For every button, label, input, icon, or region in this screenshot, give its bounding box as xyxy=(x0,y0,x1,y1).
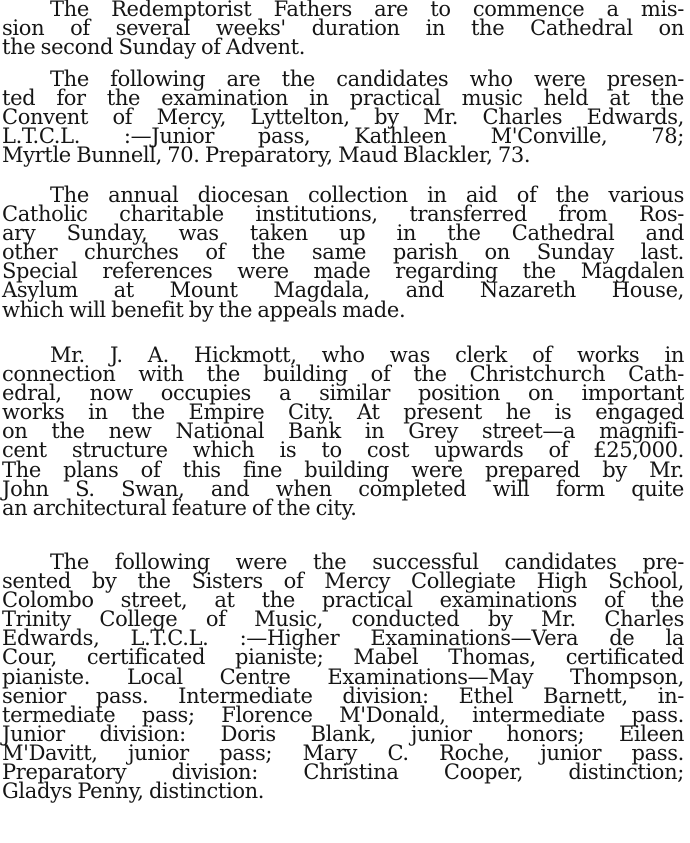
text-line: Gladys Penny, distinction. xyxy=(2,779,265,804)
text-line: Junior division: Doris Blank, junior honors; Eileen xyxy=(2,721,684,746)
text-line: The Redemptorist Fathers are to commence a mis- xyxy=(50,0,684,21)
text-line: The following are the candidates who were presen- xyxy=(50,67,684,91)
text-line: John S. Swan, and when completed will form quite xyxy=(2,476,684,501)
text-line: M'Davitt, junior pass; Mary C. Roche, junior pass. xyxy=(2,740,684,765)
text-line: Colombo street, at the practical examinations of the xyxy=(2,588,684,613)
article-paragraph xyxy=(2,183,684,322)
text-line: the second Sunday of Advent. xyxy=(2,35,306,60)
text-line: Convent of Mercy, Lyttelton, by Mr. Charles Edwards, xyxy=(2,105,684,130)
text-line: The annual diocesan collection in aid of the various xyxy=(50,183,684,207)
article-paragraph xyxy=(2,67,684,168)
text-line: ary Sunday, was taken up in the Cathedral and xyxy=(2,221,684,246)
text-line: on the new National Bank in Grey street—a magnifi- xyxy=(2,419,684,444)
text-line: pianiste. Local Centre Examinations—May Thompson, xyxy=(2,664,684,689)
text-line: other churches of the same parish on Sunday last. xyxy=(2,240,684,265)
text-line: Preparatory division: Christina Cooper, distinction; xyxy=(2,760,684,785)
text-line: Mr. J. A. Hickmott, who was clerk of works in xyxy=(50,343,684,367)
text-line: Edwards, L.T.C.L. :—Higher Examinations—Vera de la xyxy=(2,626,684,651)
text-line: sion of several weeks' duration in the Cathedral on xyxy=(2,16,684,41)
article-paragraph xyxy=(2,550,684,804)
text-line: which will benefit by the appeals made. xyxy=(2,297,406,322)
text-line: Catholic charitable institutions, transferred from Ros- xyxy=(2,202,684,227)
text-line: termediate pass; Florence M'Donald, intermediate pass. xyxy=(2,702,684,727)
text-line: cent structure which is to cost upwards of £25,000. xyxy=(2,438,684,463)
text-line: Special references were made regarding the Magdalen xyxy=(2,259,684,284)
text-line: works in the Empire City. At present he is engaged xyxy=(2,400,684,425)
text-line: Trinity College of Music, conducted by Mr. Charles xyxy=(2,607,684,632)
text-line: ted for the examination in practical music held at the xyxy=(2,86,684,111)
article-paragraph xyxy=(2,0,684,60)
text-line: Asylum at Mount Magdala, and Nazareth House, xyxy=(2,278,684,303)
text-line: edral, now occupies a similar position on important xyxy=(2,381,684,406)
text-line: senior pass. Intermediate division: Ethel Barnett, in- xyxy=(2,683,684,708)
text-line: sented by the Sisters of Mercy Collegiate High School, xyxy=(2,569,684,594)
text-line: Cour, certificated pianiste; Mabel Thomas, certificated xyxy=(2,645,684,670)
article-paragraph xyxy=(2,343,684,520)
text-line: L.T.C.L. :—Junior pass, Kathleen M'Conville, 78; xyxy=(2,124,684,149)
text-line: The following were the successful candidates pre- xyxy=(50,550,684,574)
text-line: Myrtle Bunnell, 70. Preparatory, Maud Blackler, 73. xyxy=(2,143,531,168)
text-line: connection with the building of the Christchurch Cath- xyxy=(2,362,684,387)
text-line: The plans of this fine building were prepared by Mr. xyxy=(2,457,684,482)
text-line: an architectural feature of the city. xyxy=(2,495,357,520)
